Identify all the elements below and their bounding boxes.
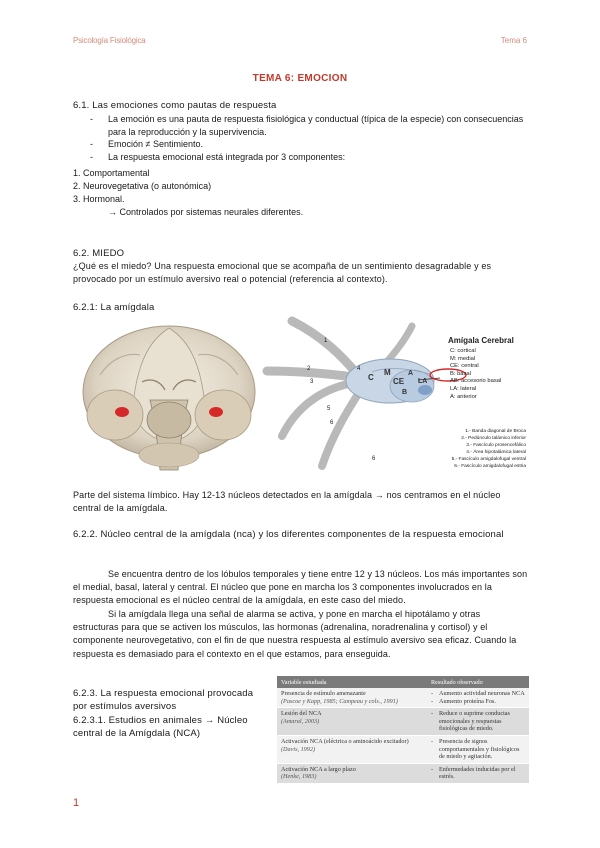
pathway-number: 2 [307,366,311,372]
legend-item: 5.- Fascículo amigdalofugal ventral [451,457,526,462]
table-cell: - Reduce o suprime conductas emocionales y respuestas fisiológicas de miedo. [431,710,525,733]
legend-item: 1.- Banda diagonal de Broca [465,429,526,434]
table-header: Resultado observado [427,676,529,688]
table-row [277,735,529,763]
nucleus-item: CE: central [450,363,479,370]
table-citation: (Davis, 1992) [281,745,316,753]
pathway-number: 6 [330,420,334,426]
table-cell: - Presencia de signos comportamentales y fisiológicos de miedo y agitación. [431,738,525,761]
nucleus-item: A: anterior [450,393,477,400]
amygdala-right-marker [209,407,223,417]
pathway-number: 1 [324,338,328,344]
page-title: TEMA 6: EMOCION [252,73,348,84]
table-row [277,763,529,783]
list-item: 1. Comportamental [73,168,150,178]
legend-item: 2.- Pedúnculo talámico inferior [461,436,526,441]
table-header: Variable estudiada [277,676,427,688]
legend-item: 6.- Fascículo amigdalofugal estria [454,464,526,469]
bullet-item: - Emoción ≠ Sentimiento. [90,138,530,151]
table-cell: - Aumento actividad neuronas NCA [431,690,525,698]
section-6-2-2-heading: 6.2.2. Núcleo central de la amígdala (nca) y los diferentes componentes de la respuesta emocional [73,529,504,540]
amygdala-diagram [262,316,528,486]
header-topic: Tema 6 [500,36,527,45]
brain-illustration [80,320,258,480]
bullet-item: - La emoción es una pauta de respuesta fisiológica y conductual (típica de la especie) con consecuencias para la reproducción y la supervivencia. [90,113,530,138]
table-cell: Lesión del NCA [281,710,322,718]
section-6-2-text: ¿Qué es el miedo? Una respuesta emocional que se acompaña de un sentimiento desagradable y es provocado por un estímulo aversivo real o potencial (referencia al contexto). [73,261,492,284]
table-row [277,708,529,736]
section-6-2-heading: 6.2. MIEDO [73,248,125,259]
nucleus-item: LA: lateral [450,385,477,392]
nucleus-label: LA [418,378,428,385]
table-citation: (Pascoe y Kapp, 1985; Campeau y cols., 1991) [281,697,398,705]
section-6-2-3-heading: 6.2.3. La respuesta emocional provocada por estímulos aversivos [73,688,254,712]
nucleus-label: B [402,389,408,396]
legend-item: 3.- Fascículo prosencefálico [466,443,526,448]
table-cell: Activación NCA a largo plazo [281,765,356,773]
table-row [277,688,529,708]
section-6-1-heading: 6.1. Las emociones como pautas de respuesta [73,100,277,111]
nucleus-label: C [368,373,374,382]
table-citation: (Amaral, 2003) [281,717,320,725]
section-6-2-3-1-heading: 6.2.3.1. Estudios en animales → Núcleo central de la Amígdala (NCA) [73,715,248,739]
nuclei-list [450,348,501,401]
nucleus-label: M [384,368,391,377]
figure-title: Amígala Cerebral [448,336,514,345]
table-cell: - Enfermedades inducidas por el estrés. [431,766,525,781]
table-cell: Presencia de estímulo amenazante [281,690,366,697]
list-item: 3. Hormonal. [73,194,125,204]
table-cell: - Aumento proteína Fos. [431,698,525,706]
nucleus-item: B: basal [450,370,471,377]
pathway-number: 5 [327,406,331,412]
pathway-number: 4 [357,366,361,372]
list-item: 2. Neurovegetativa (o autonómica) [73,181,212,191]
controlled-note: → Controlados por sistemas neurales diferentes. [108,207,304,217]
results-table [277,676,529,784]
amygdala-left-marker [115,407,129,417]
table-cell: Activación NCA (eléctrica o aminoácido excitador) [281,737,409,745]
header-course: Psicología Fisiológica [73,36,146,45]
page-number: 1 [73,797,80,809]
section-6-2-2-paragraph-1: Se encuentra dentro de los lóbulos temporales y tiene entre 12 y 13 núcleos. Los más importantes son el medial, basal, lateral y central. El núcleo que pone en marcha los 3 componentes involucrados en la respuesta emocional es el núcleo central de la amígdala, en este caso del miedo. [73,569,528,606]
nucleus-label: CE [393,377,405,386]
nucleus-item: AB: accesorio basal [450,378,502,385]
figure-legend [412,428,526,470]
section-6-1-bullets [90,113,530,163]
table-citation: (Henke, 1983) [281,773,317,781]
section-6-2-1-heading: 6.2.1: La amígdala [73,302,155,313]
legend-item: 4.- Área hipotalámica lateral [466,450,526,455]
nucleus-item: C: cortical [450,348,476,354]
figure-caption: Parte del sistema límbico. Hay 12-13 núcleos detectados en la amígdala → nos centramos en el núcleo central de la amígdala. [73,490,501,513]
pathway-number: 3 [310,379,314,385]
section-6-2-2-paragraph-2: Si la amígdala llega una señal de alarma se activa, y pone en marcha el hipotálamo y otras estructuras para que se activen los músculos, las hormonas (adrenalina, noradrenalina y cortisol) y el componente neurovegetativo, con el fin de que nuestra respuesta al estímulo aversivo sea eficaz. Cuando la respuesta es demasiado para el contexto en el que estamos, para enseguida. [73,609,517,659]
nucleus-label: A [408,370,414,377]
nucleus-item: M: medial [450,355,476,362]
page-header [73,36,527,50]
components-list [73,167,211,206]
pathway-number: 6 [372,456,376,462]
bullet-item: - La respuesta emocional está integrada por 3 componentes: [90,151,530,164]
